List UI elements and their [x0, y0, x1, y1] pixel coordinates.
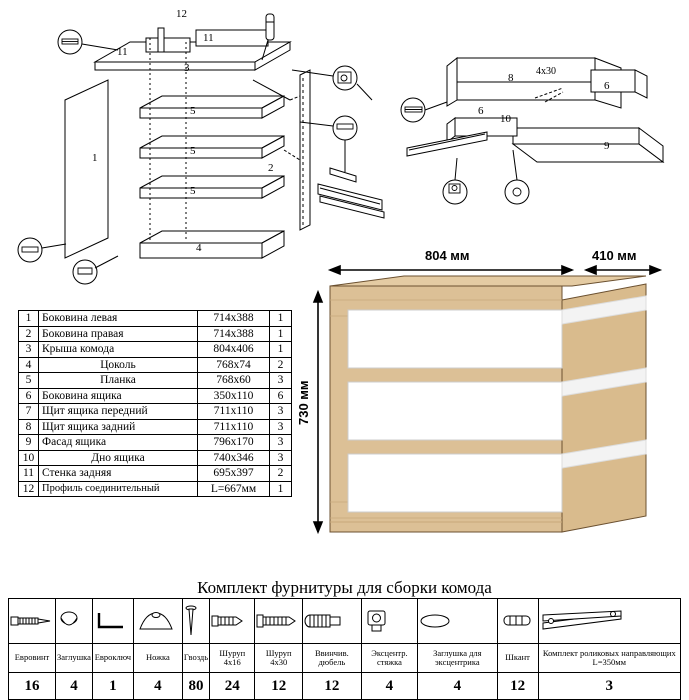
part-size: 711х110	[198, 419, 270, 435]
callout-11-a: 11	[117, 46, 128, 58]
part-qty: 1	[270, 481, 292, 497]
part-size: 768х60	[198, 373, 270, 389]
hw-label-9: Заглушка для эксцентрика	[418, 644, 497, 673]
hardware-labels-row	[9, 644, 681, 673]
table-row	[19, 357, 292, 373]
hardware-kit-title: Комплект фурнитуры для сборки комода	[197, 578, 492, 597]
part-size: 714х388	[198, 311, 270, 327]
hw-cell-10	[497, 599, 538, 644]
hw-cell-8	[361, 599, 417, 644]
part-size: 711х110	[198, 404, 270, 420]
hw-count-4: 80	[182, 673, 209, 700]
part-name: Планка	[39, 373, 198, 389]
part-qty: 1	[270, 326, 292, 342]
callout-2: 2	[268, 162, 274, 174]
callout-5-a: 5	[190, 105, 196, 117]
part-name: Боковина правая	[39, 326, 198, 342]
hw-cell-3	[133, 599, 182, 644]
part-name: Щит ящика задний	[39, 419, 198, 435]
table-row	[19, 326, 292, 342]
nail-icon	[183, 604, 209, 638]
hw-label-2: Евроключ	[92, 644, 133, 673]
part-size: 695х397	[198, 466, 270, 482]
parts-table-body	[19, 311, 292, 497]
hw-cell-4	[182, 599, 209, 644]
part-name: Стенка задняя	[39, 466, 198, 482]
part-size: 796х170	[198, 435, 270, 451]
part-num: 7	[19, 404, 39, 420]
euro-key-icon	[93, 609, 133, 633]
table-row	[19, 311, 292, 327]
hw-label-11: Комплект роликовых направляющих L=350мм	[538, 644, 680, 673]
callout-4: 4	[196, 242, 202, 254]
part-qty: 3	[270, 373, 292, 389]
product-render	[300, 240, 680, 570]
part-qty: 1	[270, 342, 292, 358]
parts-table	[18, 310, 292, 497]
callout-4x30: 4x30	[536, 66, 556, 77]
hw-count-5: 24	[210, 673, 255, 700]
part-num: 3	[19, 342, 39, 358]
hw-count-1: 4	[56, 673, 93, 700]
hw-cell-6	[255, 599, 303, 644]
hw-label-8: Эксцентр. стяжка	[361, 644, 417, 673]
drawer-slide-icon	[539, 607, 680, 635]
callout-9: 9	[604, 140, 610, 152]
part-qty: 1	[270, 311, 292, 327]
part-qty: 3	[270, 435, 292, 451]
part-num: 12	[19, 481, 39, 497]
callout-8: 8	[508, 72, 514, 84]
part-size: 714х388	[198, 326, 270, 342]
callout-11-b: 11	[203, 32, 214, 44]
hw-cell-9	[418, 599, 497, 644]
part-num: 4	[19, 357, 39, 373]
hw-cell-2	[92, 599, 133, 644]
table-row	[19, 342, 292, 358]
hw-label-1: Заглушка	[56, 644, 93, 673]
table-row	[19, 435, 292, 451]
part-num: 1	[19, 311, 39, 327]
callout-5-c: 5	[190, 185, 196, 197]
width-dimension-label: 804 мм	[425, 248, 470, 263]
part-name: Крыша комода	[39, 342, 198, 358]
part-name: Щит ящика передний	[39, 404, 198, 420]
part-name: Дно ящика	[39, 450, 198, 466]
foot-icon	[134, 609, 182, 633]
hw-count-3: 4	[133, 673, 182, 700]
table-row	[19, 404, 292, 420]
part-name: Боковина левая	[39, 311, 198, 327]
height-dimension-label: 730 мм	[296, 380, 311, 425]
table-row	[19, 481, 292, 497]
hw-count-9: 4	[418, 673, 497, 700]
part-size: 768х74	[198, 357, 270, 373]
callout-5-b: 5	[190, 145, 196, 157]
table-row	[19, 388, 292, 404]
depth-dimension-label: 410 мм	[592, 248, 637, 263]
hw-count-6: 12	[255, 673, 303, 700]
part-size: 804х406	[198, 342, 270, 358]
hw-count-8: 4	[361, 673, 417, 700]
part-qty: 3	[270, 404, 292, 420]
hw-label-5: Шуруп 4х16	[210, 644, 255, 673]
cam-cap-icon	[418, 611, 496, 631]
part-qty: 3	[270, 450, 292, 466]
hw-label-4: Гвоздь	[182, 644, 209, 673]
part-num: 5	[19, 373, 39, 389]
cap-icon	[56, 609, 92, 633]
part-num: 6	[19, 388, 39, 404]
table-row	[19, 419, 292, 435]
hw-cell-11	[538, 599, 680, 644]
hw-label-3: Ножка	[133, 644, 182, 673]
part-qty: 2	[270, 357, 292, 373]
part-num: 9	[19, 435, 39, 451]
callout-3: 3	[184, 62, 190, 74]
hw-label-6: Шуруп 4х30	[255, 644, 303, 673]
table-row	[19, 373, 292, 389]
part-qty: 2	[270, 466, 292, 482]
callout-12: 12	[176, 8, 187, 20]
hw-count-10: 12	[497, 673, 538, 700]
hw-cell-0	[9, 599, 56, 644]
hw-count-2: 1	[92, 673, 133, 700]
screw-in-dowel-icon	[303, 611, 361, 631]
callout-1: 1	[92, 152, 98, 164]
screw-4x30-icon	[255, 612, 302, 630]
hw-label-0: Евровинт	[9, 644, 56, 673]
part-num: 10	[19, 450, 39, 466]
part-name: Профиль соединительный	[39, 481, 198, 497]
screw-4x16-icon	[210, 612, 254, 630]
part-num: 8	[19, 419, 39, 435]
callout-6-b: 6	[604, 80, 610, 92]
part-num: 2	[19, 326, 39, 342]
hardware-counts-row	[9, 673, 681, 700]
table-row	[19, 466, 292, 482]
part-size: 740х346	[198, 450, 270, 466]
part-size: L=667мм	[198, 481, 270, 497]
hw-count-0: 16	[9, 673, 56, 700]
euro-screw-icon	[9, 611, 55, 631]
part-name: Фасад ящика	[39, 435, 198, 451]
hw-label-10: Шкант	[497, 644, 538, 673]
hw-label-7: Ввинчив. дюбель	[302, 644, 361, 673]
part-qty: 6	[270, 388, 292, 404]
hardware-table	[8, 598, 681, 700]
dowel-icon	[498, 613, 538, 629]
hw-cell-7	[302, 599, 361, 644]
callout-10: 10	[500, 113, 511, 125]
table-row	[19, 450, 292, 466]
part-name: Боковина ящика	[39, 388, 198, 404]
hw-count-7: 12	[302, 673, 361, 700]
hardware-icons-row	[9, 599, 681, 644]
part-num: 11	[19, 466, 39, 482]
hw-cell-5	[210, 599, 255, 644]
part-name: Цоколь	[39, 357, 198, 373]
cam-lock-icon	[362, 607, 417, 635]
part-size: 350х110	[198, 388, 270, 404]
callout-6-a: 6	[478, 105, 484, 117]
hw-cell-1	[56, 599, 93, 644]
part-qty: 3	[270, 419, 292, 435]
hw-count-11: 3	[538, 673, 680, 700]
